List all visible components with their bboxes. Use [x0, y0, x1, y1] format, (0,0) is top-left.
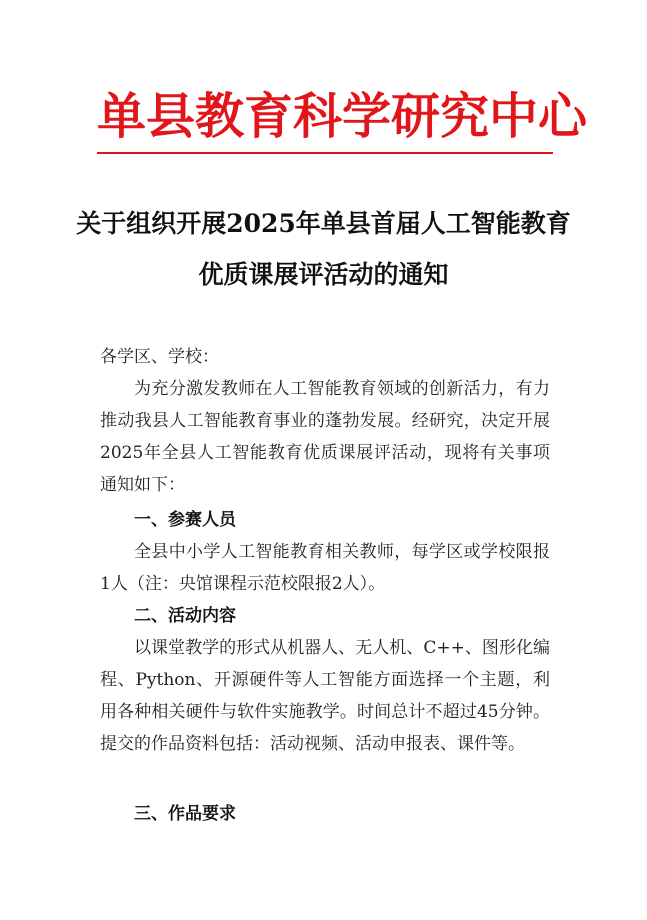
section-heading-requirements: 三、作品要求	[134, 804, 236, 824]
notice-title-line-1: 关于组织开展2025年单县首届人工智能教育	[76, 209, 571, 238]
letterhead-red-rule	[97, 152, 553, 154]
section-text-content: 以课堂教学的形式从机器人、无人机、C++、图形化编程、Python、开源硬件等人工智能方面选择一个主题，利用各种相关硬件与软件实施教学。时间总计不超过45分钟。提交的作品资料包括：活动视频、活动申报表、课件等。	[100, 638, 550, 754]
notice-title-line-2: 优质课展评活动的通知	[198, 260, 449, 289]
section-heading-participants: 一、参赛人员	[134, 510, 236, 530]
section-heading-content: 二、活动内容	[134, 606, 236, 626]
salutation: 各学区、学校：	[100, 347, 219, 367]
intro-paragraph: 为充分激发教师在人工智能教育领域的创新活力，有力推动我县人工智能教育事业的蓬勃发展。经研究，决定开展2025年全县人工智能教育优质课展评活动，现将有关事项通知如下：	[100, 379, 550, 495]
letterhead-title: 单县教育科学研究中心	[97, 87, 588, 145]
section-text-participants: 全县中小学人工智能教育相关教师，每学区或学校限报1人（注：央馆课程示范校限报2人）。	[100, 542, 550, 594]
